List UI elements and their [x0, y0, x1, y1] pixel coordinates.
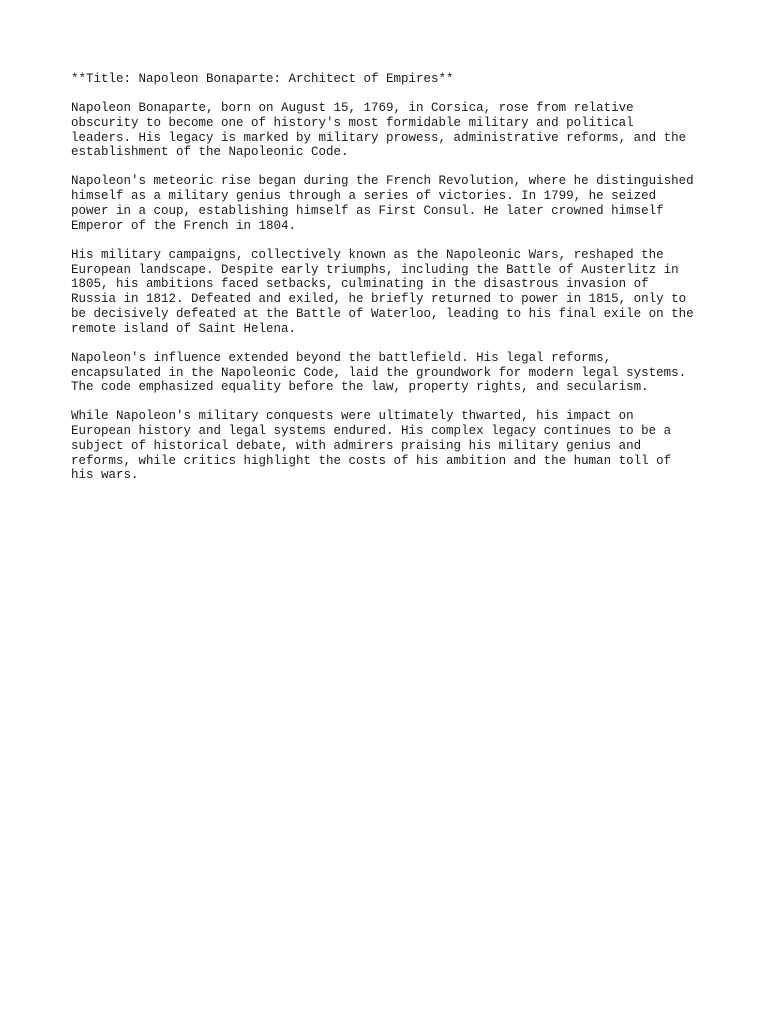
title-text: **Title: Napoleon Bonaparte: Architect of Empires** [71, 72, 454, 86]
paragraph-line: Russia in 1812. Defeated and exiled, he briefly returned to power in 1815, only to [71, 292, 687, 307]
paragraph-line: subject of historical debate, with admirers praising his military genius and [71, 438, 642, 453]
paragraph-line: be decisively defeated at the Battle of Waterloo, leading to his final exile on the [71, 306, 694, 321]
paragraph-line: encapsulated in the Napoleonic Code, laid the groundwork for modern legal systems. [71, 365, 687, 380]
paragraph-line: His military campaigns, collectively known as the Napoleonic Wars, reshaped the [71, 247, 664, 262]
paragraph-line: 1805, his ambitions faced setbacks, culminating in the disastrous invasion of [71, 277, 649, 292]
paragraph-line: his wars. [71, 468, 139, 483]
paragraph-line: Napoleon's influence extended beyond the battlefield. His legal reforms, [71, 350, 612, 365]
paragraph-line: Napoleon's meteoric rise began during the French Revolution, where he distinguished [71, 174, 694, 189]
paragraph-line: leaders. His legacy is marked by military prowess, administrative reforms, and the [71, 130, 687, 145]
paragraph-line: Emperor of the French in 1804. [71, 218, 297, 233]
paragraph-line: While Napoleon's military conquests were ultimately thwarted, his impact on [71, 409, 634, 424]
paragraph-line: Napoleon Bonaparte, born on August 15, 1769, in Corsica, rose from relative [71, 100, 634, 115]
paragraph-5 [71, 409, 711, 483]
paragraph-line: remote island of Saint Helena. [71, 321, 297, 336]
paragraph-line: European landscape. Despite early triumphs, including the Battle of Austerlitz in [71, 262, 679, 277]
paragraph-4 [71, 351, 711, 395]
paragraph-line: reforms, while critics highlight the costs of his ambition and the human toll of [71, 453, 672, 468]
document-page [71, 72, 711, 497]
paragraph-2 [71, 174, 711, 233]
paragraph-3 [71, 248, 711, 337]
paragraph-line: The code emphasized equality before the law, property rights, and secularism. [71, 380, 649, 395]
title-line [71, 72, 711, 87]
paragraph-line: himself as a military genius through a series of victories. In 1799, he seized [71, 189, 657, 204]
paragraph-line: obscurity to become one of history's most formidable military and political [71, 115, 634, 130]
paragraph-line: establishment of the Napoleonic Code. [71, 145, 349, 160]
paragraph-line: European history and legal systems endured. His complex legacy continues to be a [71, 424, 672, 439]
paragraph-line: power in a coup, establishing himself as First Consul. He later crowned himself [71, 203, 664, 218]
paragraph-1 [71, 101, 711, 160]
